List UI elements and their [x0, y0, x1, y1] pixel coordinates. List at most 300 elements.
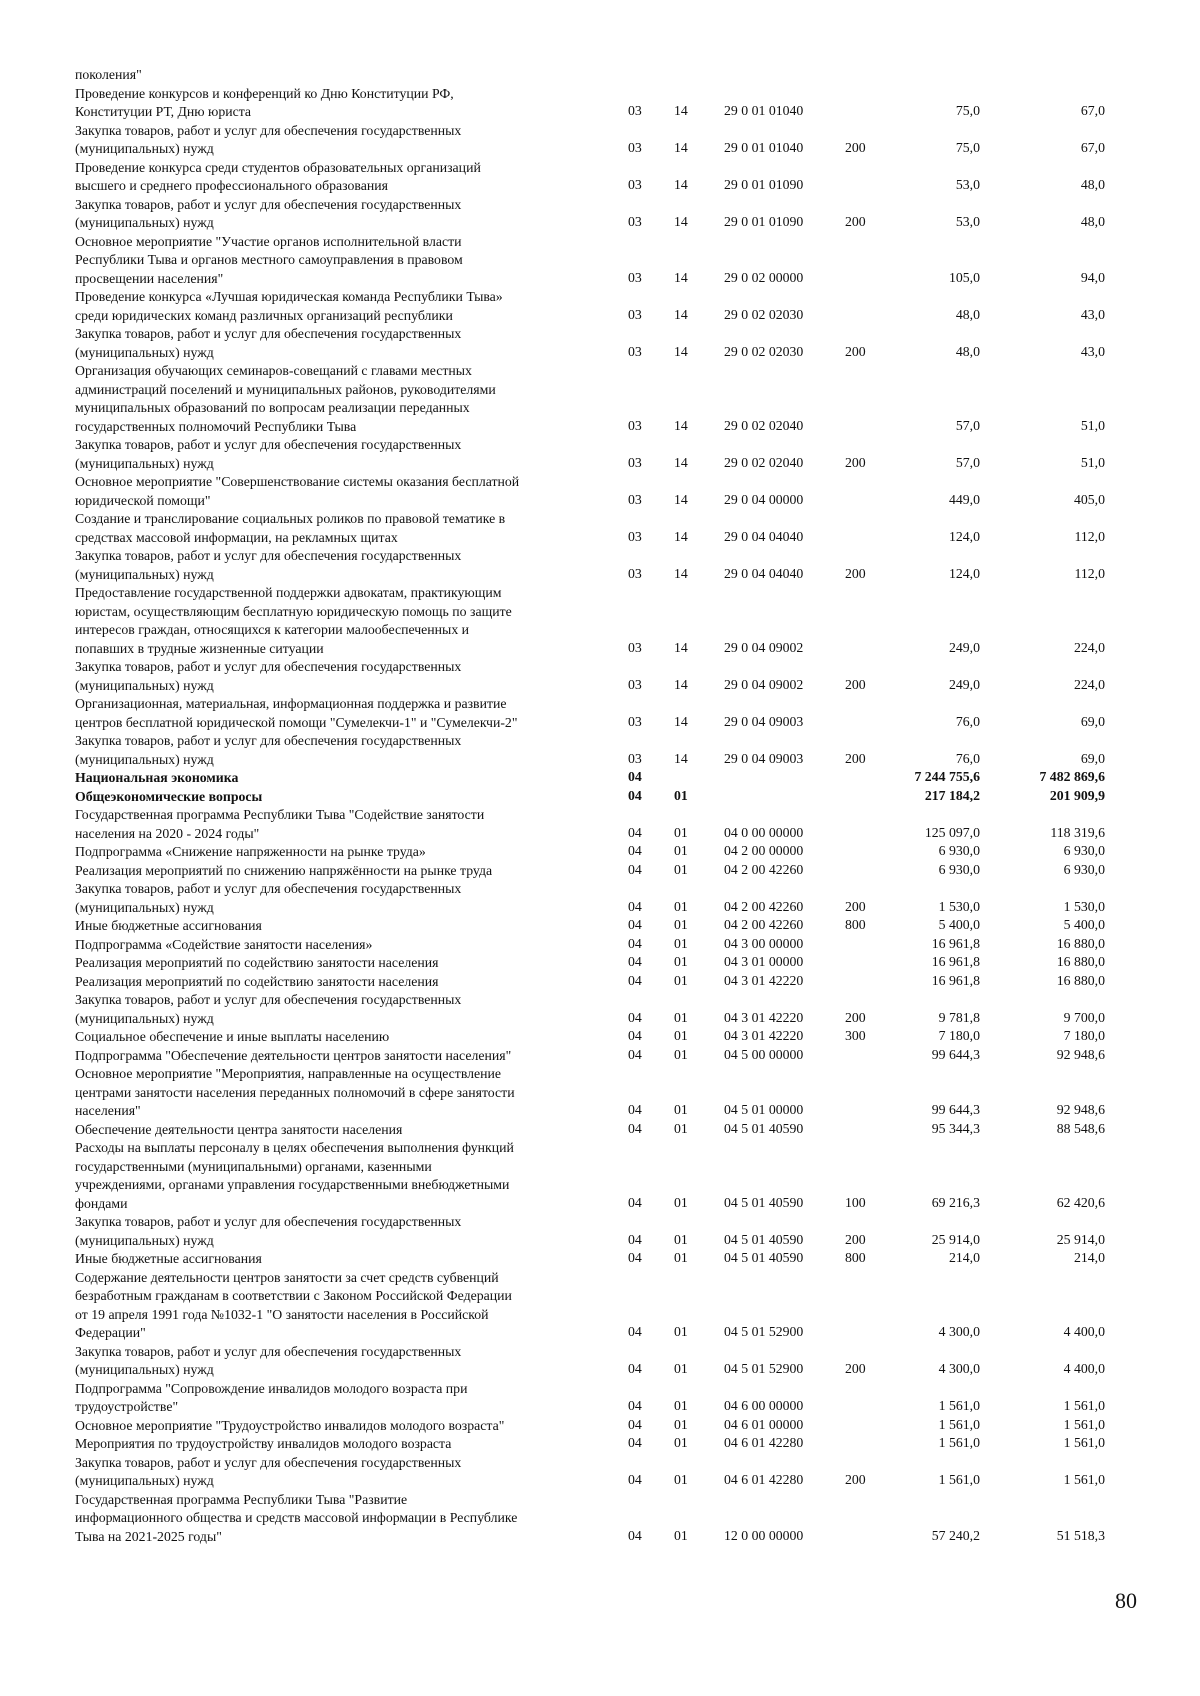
subsection-code: 01: [674, 1120, 688, 1136]
table-row: [0, 917, 1200, 936]
table-row: [0, 1435, 1200, 1454]
table-row: [0, 1343, 1200, 1380]
amount-year-1: 69 216,3: [931, 1194, 980, 1210]
expense-type-code: 200: [845, 898, 866, 914]
table-row: [0, 66, 1200, 85]
target-article-code: 04 0 00 00000: [724, 824, 804, 840]
row-name-line: Общеэкономические вопросы: [75, 788, 263, 804]
table-row: [0, 1250, 1200, 1269]
amount-year-1: 214,0: [948, 1250, 980, 1265]
row-name-line: поколения": [75, 67, 142, 82]
row-name-line: интересов граждан, относящихся к категории малообеспеченных и: [75, 622, 470, 637]
table-row: [0, 1139, 1200, 1213]
section-code: 04: [628, 843, 642, 858]
row-name-line: Расходы на выплаты персоналу в целях обеспечения выполнения функций: [75, 1140, 514, 1155]
row-name-line: юридической помощи": [75, 492, 211, 508]
target-article-code: 04 3 01 42220: [724, 1009, 804, 1025]
subsection-code: 01: [674, 1324, 688, 1339]
amount-year-1: 1 561,0: [938, 1398, 980, 1413]
target-article-code: 29 0 02 02040: [724, 417, 804, 433]
row-name-line: (муниципальных) нужд: [75, 1232, 214, 1248]
row-name-line: просвещении населения": [75, 270, 224, 286]
section-code: 04: [628, 1046, 642, 1062]
subsection-code: 01: [674, 935, 688, 951]
row-name-line: (муниципальных) нужд: [75, 899, 214, 915]
row-name-line: (муниципальных) нужд: [75, 1010, 214, 1026]
amount-year-2: 16 880,0: [1056, 972, 1105, 988]
table-row: [0, 1065, 1200, 1121]
amount-year-1: 6 930,0: [938, 843, 980, 858]
table-row: [0, 1213, 1200, 1250]
target-article-code: 29 0 02 02040: [724, 454, 804, 470]
amount-year-2: 16 880,0: [1056, 935, 1105, 951]
section-code: 03: [628, 676, 642, 692]
row-name-line: (муниципальных) нужд: [75, 215, 214, 230]
subsection-code: 14: [674, 454, 688, 470]
subsection-code: 01: [674, 1046, 688, 1062]
amount-year-1: 53,0: [955, 177, 980, 192]
section-code: 03: [628, 454, 642, 470]
row-name-line: Государственная программа Республики Тыва "Содействие занятости: [75, 807, 485, 822]
amount-year-1: 57 240,2: [931, 1527, 980, 1543]
expense-type-code: 100: [845, 1194, 866, 1210]
row-name-line: Основное мероприятие "Совершенствование системы оказания бесплатной: [75, 474, 520, 489]
amount-year-2: 4 400,0: [1063, 1361, 1105, 1376]
section-code: 04: [628, 1028, 642, 1043]
amount-year-2: 51,0: [1080, 454, 1105, 470]
amount-year-2: 48,0: [1080, 214, 1105, 229]
row-name-line: Иные бюджетные ассигнования: [75, 1251, 262, 1266]
subsection-code: 14: [674, 103, 688, 118]
subsection-code: 14: [674, 269, 688, 285]
section-code: 04: [628, 898, 642, 914]
target-article-code: 12 0 00 00000: [724, 1527, 804, 1543]
amount-year-2: 405,0: [1073, 491, 1105, 507]
target-article-code: 04 5 01 00000: [724, 1102, 804, 1117]
amount-year-2: 7 180,0: [1063, 1028, 1105, 1043]
section-code: 04: [628, 824, 642, 840]
row-name-line: Иные бюджетные ассигнования: [75, 918, 262, 933]
subsection-code: 01: [674, 1102, 688, 1117]
table-row: [0, 769, 1200, 788]
target-article-code: 29 0 02 00000: [724, 269, 804, 285]
subsection-code: 14: [674, 676, 688, 692]
table-row: [0, 806, 1200, 843]
target-article-code: 29 0 04 09003: [724, 713, 804, 729]
section-code: 04: [628, 1009, 642, 1025]
amount-year-2: 1 561,0: [1063, 1398, 1105, 1413]
row-name-line: (муниципальных) нужд: [75, 566, 214, 582]
amount-year-1: 1 561,0: [938, 1472, 980, 1487]
amount-year-2: 118 319,6: [1050, 824, 1105, 840]
row-name-line: населения на 2020 - 2024 годы": [75, 825, 260, 841]
amount-year-1: 25 914,0: [931, 1231, 980, 1247]
table-row: [0, 1491, 1200, 1547]
subsection-code: 14: [674, 491, 688, 507]
expense-type-code: 200: [845, 214, 866, 229]
amount-year-2: 67,0: [1080, 103, 1105, 118]
amount-year-1: 124,0: [948, 565, 980, 581]
table-row: [0, 1028, 1200, 1047]
target-article-code: 04 5 01 52900: [724, 1361, 804, 1376]
amount-year-1: 249,0: [948, 676, 980, 692]
amount-year-1: 76,0: [955, 713, 980, 729]
row-name-line: Национальная экономика: [75, 770, 239, 785]
target-article-code: 04 5 01 40590: [724, 1194, 804, 1210]
table-row: [0, 547, 1200, 584]
section-code: 04: [628, 1102, 642, 1117]
row-name-line: фондами: [75, 1195, 128, 1211]
section-code: 03: [628, 528, 642, 544]
row-name-line: Основное мероприятие "Мероприятия, направленные на осуществление: [75, 1066, 502, 1081]
expense-type-code: 200: [845, 1009, 866, 1025]
amount-year-2: 1 561,0: [1063, 1416, 1105, 1432]
table-row: [0, 233, 1200, 289]
amount-year-2: 51,0: [1080, 417, 1105, 433]
section-code: 04: [628, 1398, 642, 1413]
table-row: [0, 1047, 1200, 1066]
subsection-code: 01: [674, 1194, 688, 1210]
row-name-line: Закупка товаров, работ и услуг для обеспечения государственных: [75, 659, 462, 674]
target-article-code: 04 5 01 40590: [724, 1231, 804, 1247]
target-article-code: 04 5 01 52900: [724, 1324, 804, 1339]
section-code: 04: [628, 1416, 642, 1432]
expense-type-code: 800: [845, 917, 866, 932]
table-row: [0, 473, 1200, 510]
table-row: [0, 122, 1200, 159]
section-code: 04: [628, 1435, 642, 1450]
row-name-line: муниципальных образований по вопросам реализации переданных: [75, 400, 470, 415]
target-article-code: 29 0 01 01090: [724, 177, 804, 192]
target-article-code: 29 0 04 04040: [724, 565, 804, 581]
table-row: [0, 325, 1200, 362]
table-row: [0, 695, 1200, 732]
table-row: [0, 584, 1200, 658]
amount-year-2: 43,0: [1080, 343, 1105, 359]
row-name-line: Конституции РТ, Дню юриста: [75, 104, 252, 119]
amount-year-2: 214,0: [1073, 1250, 1105, 1265]
amount-year-1: 6 930,0: [938, 861, 980, 877]
row-name-line: Предоставление государственной поддержки адвокатам, практикующим: [75, 585, 502, 600]
row-name-line: юристам, осуществляющим бесплатную юридическую помощь по защите: [75, 603, 512, 619]
row-name-line: Подпрограмма «Снижение напряженности на рынке труда»: [75, 844, 426, 859]
section-code: 03: [628, 140, 642, 155]
table-row: [0, 362, 1200, 436]
row-name-line: Реализация мероприятий по снижению напряжённости на рынке труда: [75, 862, 493, 878]
target-article-code: 04 3 01 00000: [724, 954, 804, 969]
expense-type-code: 800: [845, 1250, 866, 1265]
row-name-line: от 19 апреля 1991 года №1032-1 "О занятости населения в Российской: [75, 1306, 489, 1322]
target-article-code: 04 2 00 42260: [724, 917, 804, 932]
row-name-line: Государственная программа Республики Тыва "Развитие: [75, 1491, 408, 1507]
subsection-code: 14: [674, 528, 688, 544]
section-code: 04: [628, 861, 642, 877]
target-article-code: 04 6 01 42280: [724, 1472, 804, 1487]
table-row: [0, 1454, 1200, 1491]
row-name-line: Закупка товаров, работ и услуг для обеспечения государственных: [75, 122, 462, 138]
row-name-line: попавших в трудные жизненные ситуации: [75, 640, 324, 656]
row-name-line: Основное мероприятие "Участие органов исполнительной власти: [75, 233, 462, 249]
amount-year-1: 48,0: [955, 306, 980, 322]
amount-year-1: 57,0: [955, 454, 980, 470]
row-name-line: Проведение конкурсов и конференций ко Дню Конституции РФ,: [75, 85, 454, 101]
amount-year-2: 92 948,6: [1056, 1102, 1105, 1117]
row-name-line: (муниципальных) нужд: [75, 1362, 214, 1377]
amount-year-2: 224,0: [1073, 676, 1105, 692]
amount-year-1: 75,0: [955, 103, 980, 118]
target-article-code: 29 0 02 02030: [724, 343, 804, 359]
subsection-code: 01: [674, 1231, 688, 1247]
row-name-line: безработным гражданам в соответствии с Законом Российской Федерации: [75, 1288, 512, 1303]
row-name-line: Тыва на 2021-2025 годы": [75, 1528, 222, 1544]
row-name-line: Подпрограмма "Обеспечение деятельности центров занятости населения": [75, 1047, 512, 1063]
section-code: 04: [628, 935, 642, 951]
target-article-code: 04 3 00 00000: [724, 935, 804, 951]
row-name-line: (муниципальных) нужд: [75, 677, 214, 693]
row-name-line: информационного общества и средств массовой информации в Республике: [75, 1510, 518, 1525]
target-article-code: 04 3 01 42220: [724, 1028, 804, 1043]
amount-year-2: 94,0: [1080, 269, 1105, 285]
row-name-line: (муниципальных) нужд: [75, 141, 214, 156]
target-article-code: 29 0 04 09003: [724, 750, 804, 766]
amount-year-2: 201 909,9: [1049, 787, 1105, 803]
row-name-line: Закупка товаров, работ и услуг для обеспечения государственных: [75, 733, 462, 748]
section-code: 04: [628, 917, 642, 932]
table-row: [0, 732, 1200, 769]
section-code: 04: [628, 954, 642, 969]
amount-year-2: 9 700,0: [1063, 1009, 1105, 1025]
amount-year-2: 51 518,3: [1056, 1527, 1105, 1543]
target-article-code: 29 0 04 00000: [724, 491, 804, 507]
amount-year-2: 112,0: [1074, 528, 1105, 544]
row-name-line: (муниципальных) нужд: [75, 344, 214, 360]
amount-year-2: 88 548,6: [1056, 1120, 1105, 1136]
subsection-code: 01: [674, 861, 688, 877]
expense-type-code: 200: [845, 565, 866, 581]
table-row: [0, 1380, 1200, 1417]
row-name-line: (муниципальных) нужд: [75, 1473, 214, 1488]
expense-type-code: 200: [845, 454, 866, 470]
amount-year-1: 124,0: [948, 528, 980, 544]
row-name-line: Закупка товаров, работ и услуг для обеспечения государственных: [75, 437, 462, 452]
row-name-line: Обеспечение деятельности центра занятости населения: [75, 1121, 403, 1137]
section-code: 03: [628, 214, 642, 229]
section-code: 03: [628, 750, 642, 766]
row-name-line: средствах массовой информации, на рекламных щитах: [75, 529, 398, 545]
row-name-line: Содержание деятельности центров занятости за счет средств субвенций: [75, 1269, 499, 1285]
amount-year-1: 4 300,0: [938, 1324, 980, 1339]
page-number: 80: [1115, 1588, 1137, 1613]
table-row: [0, 196, 1200, 233]
section-code: 04: [628, 769, 642, 784]
row-name-line: администраций поселений и муниципальных районов, руководителями: [75, 381, 496, 397]
section-code: 03: [628, 103, 642, 118]
row-name-line: высшего и среднего профессионального образования: [75, 178, 388, 193]
subsection-code: 14: [674, 140, 688, 155]
target-article-code: 29 0 01 01040: [724, 103, 804, 118]
amount-year-1: 48,0: [955, 343, 980, 359]
amount-year-1: 95 344,3: [931, 1120, 980, 1136]
expense-type-code: 200: [845, 343, 866, 359]
target-article-code: 04 5 00 00000: [724, 1046, 804, 1062]
table-row: [0, 954, 1200, 973]
target-article-code: 04 2 00 00000: [724, 843, 804, 858]
subsection-code: 14: [674, 343, 688, 359]
subsection-code: 01: [674, 1009, 688, 1025]
amount-year-1: 7 180,0: [938, 1028, 980, 1043]
table-row: [0, 1121, 1200, 1140]
subsection-code: 14: [674, 713, 688, 729]
amount-year-2: 112,0: [1074, 565, 1105, 581]
row-name-line: Закупка товаров, работ и услуг для обеспечения государственных: [75, 326, 462, 341]
table-row: [0, 159, 1200, 196]
amount-year-1: 4 300,0: [938, 1361, 980, 1376]
target-article-code: 29 0 04 09002: [724, 676, 804, 692]
row-name-line: учреждениями, органами управления государственными внебюджетными: [75, 1177, 510, 1192]
section-code: 03: [628, 491, 642, 507]
subsection-code: 01: [674, 1472, 688, 1487]
row-name-line: Проведение конкурса среди студентов образовательных организаций: [75, 159, 481, 175]
amount-year-2: 25 914,0: [1056, 1231, 1105, 1247]
table-row: [0, 788, 1200, 807]
target-article-code: 04 6 01 00000: [724, 1416, 804, 1432]
table-row: [0, 1269, 1200, 1343]
row-name-line: Основное мероприятие "Трудоустройство инвалидов молодого возраста": [75, 1417, 505, 1433]
amount-year-2: 6 930,0: [1063, 861, 1105, 877]
section-code: 04: [628, 1472, 642, 1487]
expense-type-code: 200: [845, 676, 866, 692]
row-name-line: Организационная, материальная, информационная поддержка и развитие: [75, 696, 507, 711]
row-name-line: Создание и транслирование социальных роликов по правовой тематике в: [75, 511, 506, 526]
subsection-code: 14: [674, 750, 688, 766]
section-code: 04: [628, 1194, 642, 1210]
subsection-code: 01: [674, 1250, 688, 1265]
expense-type-code: 200: [845, 1472, 866, 1487]
section-code: 04: [628, 1231, 642, 1247]
expense-type-code: 200: [845, 1361, 866, 1376]
amount-year-2: 1 530,0: [1063, 898, 1105, 914]
table-row: [0, 658, 1200, 695]
row-name-line: Федерации": [75, 1325, 146, 1340]
amount-year-1: 16 961,8: [931, 935, 980, 951]
row-name-line: Закупка товаров, работ и услуг для обеспечения государственных: [75, 1454, 462, 1470]
subsection-code: 01: [674, 843, 688, 858]
target-article-code: 29 0 02 02030: [724, 306, 804, 322]
row-name-line: Закупка товаров, работ и услуг для обеспечения государственных: [75, 548, 462, 563]
subsection-code: 01: [674, 1416, 688, 1432]
amount-year-1: 105,0: [948, 269, 980, 285]
amount-year-2: 7 482 869,6: [1039, 769, 1105, 784]
row-name-line: Закупка товаров, работ и услуг для обеспечения государственных: [75, 196, 462, 212]
target-article-code: 29 0 01 01090: [724, 214, 804, 229]
section-code: 04: [628, 1120, 642, 1136]
target-article-code: 04 5 01 40590: [724, 1250, 804, 1265]
table-row: [0, 991, 1200, 1028]
section-code: 03: [628, 639, 642, 655]
table-row: [0, 936, 1200, 955]
subsection-code: 01: [674, 917, 688, 932]
amount-year-1: 7 244 755,6: [914, 769, 980, 784]
subsection-code: 01: [674, 1527, 688, 1543]
amount-year-2: 5 400,0: [1063, 917, 1105, 932]
subsection-code: 14: [674, 177, 688, 192]
target-article-code: 29 0 01 01040: [724, 140, 804, 155]
target-article-code: 04 5 01 40590: [724, 1120, 804, 1136]
section-code: 03: [628, 269, 642, 285]
table-row: [0, 510, 1200, 547]
target-article-code: 29 0 04 04040: [724, 528, 804, 544]
subsection-code: 14: [674, 565, 688, 581]
amount-year-2: 92 948,6: [1056, 1046, 1105, 1062]
table-row: [0, 862, 1200, 881]
row-name-line: центрами занятости населения переданных полномочий в сфере занятости: [75, 1084, 515, 1100]
amount-year-2: 1 561,0: [1063, 1435, 1105, 1450]
section-code: 03: [628, 713, 642, 729]
table-row: [0, 973, 1200, 992]
subsection-code: 01: [674, 1435, 688, 1450]
row-name-line: Подпрограмма «Содействие занятости населения»: [75, 936, 373, 952]
subsection-code: 14: [674, 306, 688, 322]
subsection-code: 14: [674, 417, 688, 433]
amount-year-2: 69,0: [1080, 750, 1105, 766]
row-name-line: Реализация мероприятий по содействию занятости населения: [75, 955, 439, 970]
subsection-code: 01: [674, 1398, 688, 1413]
table-row: [0, 843, 1200, 862]
target-article-code: 04 6 01 42280: [724, 1435, 804, 1450]
amount-year-2: 62 420,6: [1056, 1194, 1105, 1210]
amount-year-1: 99 644,3: [931, 1102, 980, 1117]
target-article-code: 04 2 00 42260: [724, 898, 804, 914]
table-row: [0, 436, 1200, 473]
row-name-line: Мероприятия по трудоустройству инвалидов молодого возраста: [75, 1436, 452, 1451]
row-name-line: Закупка товаров, работ и услуг для обеспечения государственных: [75, 881, 462, 896]
row-name-line: Организация обучающих семинаров-совещаний с главами местных: [75, 363, 472, 378]
row-name-line: (муниципальных) нужд: [75, 751, 214, 767]
amount-year-1: 99 644,3: [931, 1046, 980, 1062]
amount-year-1: 217 184,2: [924, 787, 980, 803]
row-name-line: государственных полномочий Республики Тыва: [75, 418, 357, 434]
section-code: 04: [628, 1324, 642, 1339]
amount-year-1: 16 961,8: [931, 972, 980, 988]
amount-year-2: 4 400,0: [1063, 1324, 1105, 1339]
section-code: 04: [628, 1361, 642, 1376]
section-code: 04: [628, 972, 642, 988]
amount-year-1: 125 097,0: [924, 824, 980, 840]
table-row: [0, 288, 1200, 325]
section-code: 03: [628, 306, 642, 322]
section-code: 03: [628, 417, 642, 433]
subsection-code: 14: [674, 214, 688, 229]
subsection-code: 14: [674, 639, 688, 655]
row-name-line: центров бесплатной юридической помощи "Сумелекчи-1" и "Сумелекчи-2": [75, 714, 518, 730]
table-row: [0, 1417, 1200, 1436]
row-name-line: населения": [75, 1103, 141, 1118]
amount-year-2: 1 561,0: [1063, 1472, 1105, 1487]
table-row: [0, 85, 1200, 122]
amount-year-1: 449,0: [948, 491, 980, 507]
amount-year-2: 224,0: [1073, 639, 1105, 655]
row-name-line: Закупка товаров, работ и услуг для обеспечения государственных: [75, 1214, 462, 1229]
amount-year-2: 69,0: [1080, 713, 1105, 729]
row-name-line: Реализация мероприятий по содействию занятости населения: [75, 973, 439, 989]
section-code: 03: [628, 343, 642, 359]
amount-year-1: 53,0: [955, 214, 980, 229]
target-article-code: 29 0 04 09002: [724, 639, 804, 655]
subsection-code: 01: [674, 824, 688, 840]
expense-type-code: 200: [845, 750, 866, 766]
table-row: [0, 880, 1200, 917]
amount-year-1: 9 781,8: [938, 1009, 980, 1025]
